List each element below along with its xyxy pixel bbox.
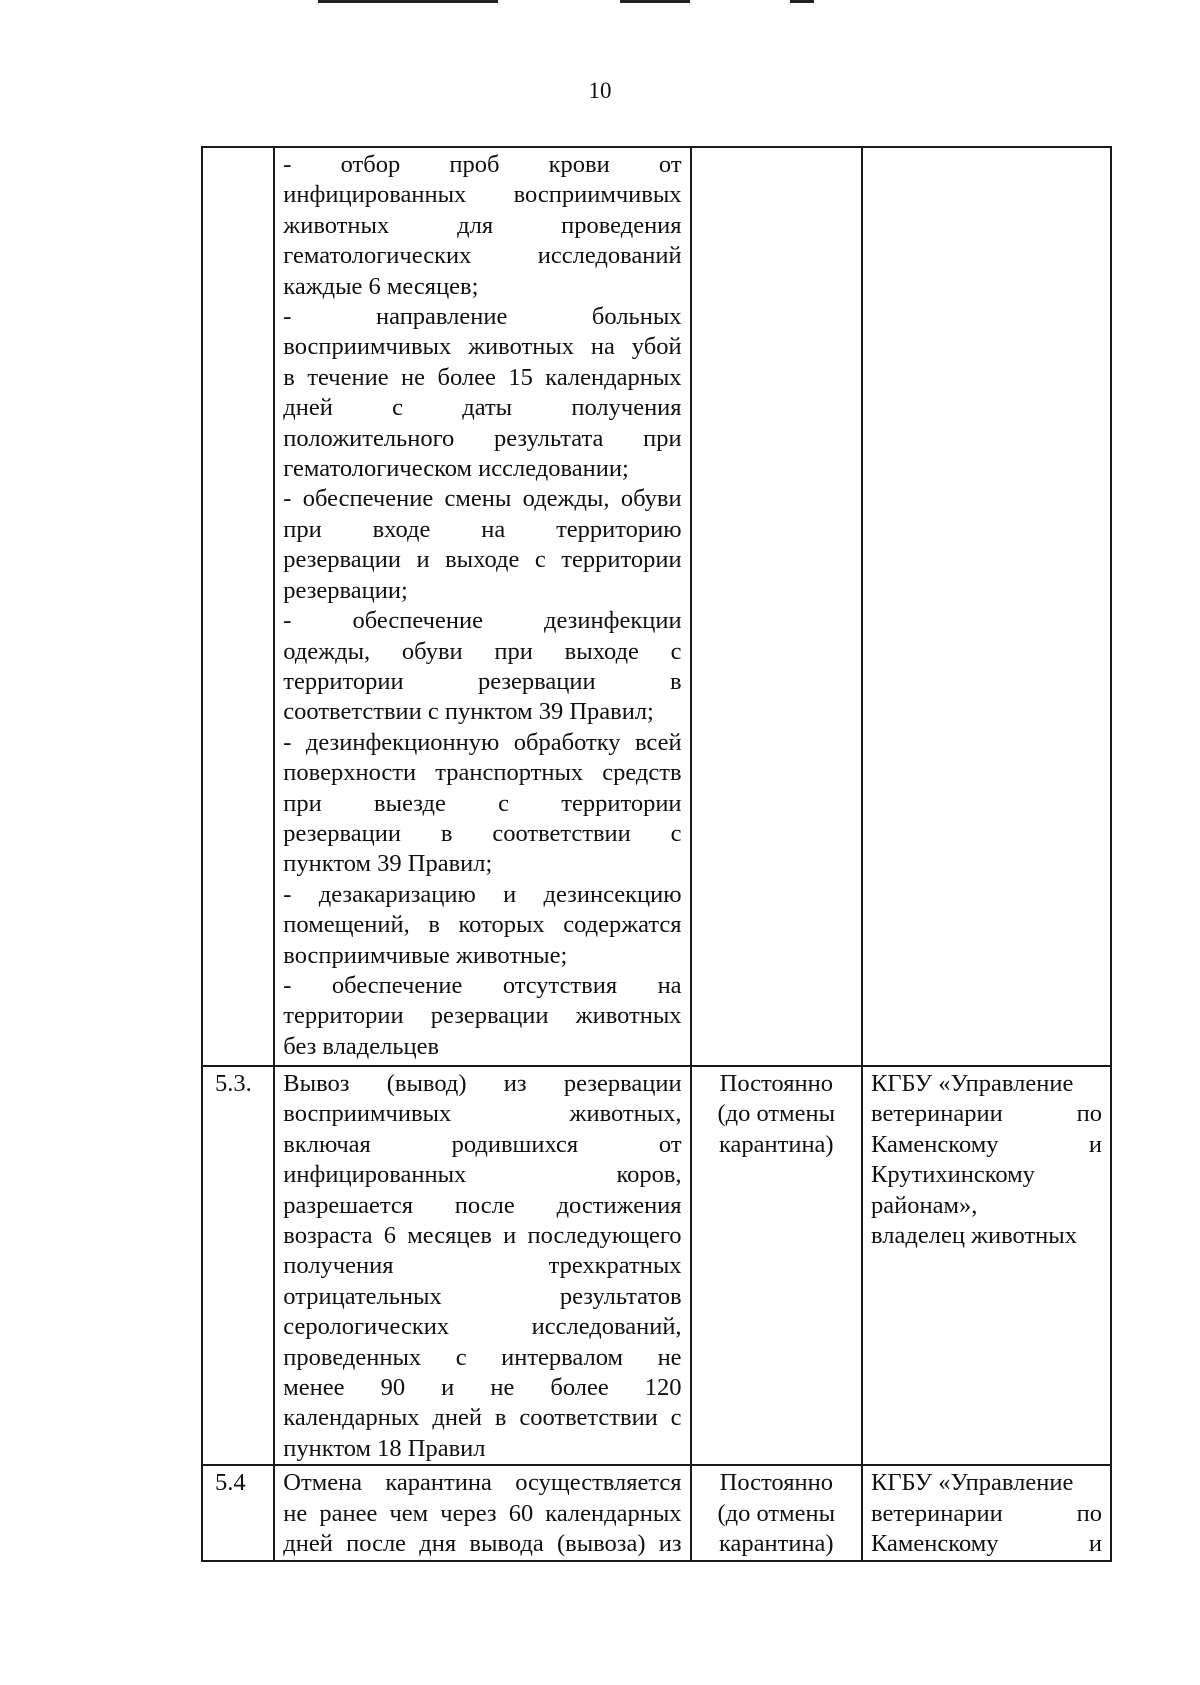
row-number-cell: 5.3. — [202, 1066, 274, 1465]
description-line: дней после дня вывода (вывоза) из — [283, 1530, 682, 1558]
description-line: соответствии с пунктом 39 Правил; — [283, 698, 654, 726]
measure-description-cell — [274, 1066, 690, 1465]
measures-table — [201, 146, 1112, 1562]
responsible-line: владелец животных — [871, 1222, 1077, 1250]
table-row-5-3 — [202, 1066, 1111, 1465]
description-line: гематологических исследований — [283, 242, 682, 270]
description-line: территории резервации в — [283, 667, 682, 695]
description-line: при выезде с территории — [283, 789, 682, 817]
description-line: без владельцев — [283, 1032, 440, 1060]
description-line: - обеспечение отсутствия на — [283, 971, 682, 999]
responsible-line: районам», — [871, 1191, 978, 1219]
description-line: резервации в соответствии с — [283, 819, 682, 847]
description-line: не ранее чем через 60 календарных — [283, 1499, 682, 1527]
description-line: помещений, в которых содержатся — [283, 911, 682, 939]
description-line: резервации; — [283, 576, 408, 604]
description-line: гематологическом исследовании; — [283, 455, 629, 483]
responsible-line: Каменскому и — [871, 1530, 1102, 1558]
term-cell — [691, 1465, 862, 1560]
description-line: Вывоз (вывод) из резервации — [283, 1070, 682, 1097]
responsible-line: Крутихинскому — [871, 1161, 1035, 1189]
description-line: - отбор проб крови от — [283, 151, 682, 178]
description-line: получения трехкратных — [283, 1252, 682, 1280]
description-line: поверхности транспортных средств — [283, 759, 682, 787]
term-cell — [691, 147, 862, 1066]
description-line: Отмена карантина осуществляется — [283, 1469, 682, 1497]
description-line: календарных дней в соответствии с — [283, 1404, 682, 1432]
description-line: восприимчивые животные; — [283, 941, 568, 969]
description-line: возраста 6 месяцев и последующего — [283, 1222, 682, 1250]
term-line: карантина) — [718, 1130, 834, 1158]
row-number-cell — [202, 147, 274, 1066]
term-cell — [691, 1066, 862, 1465]
description-line: менее 90 и не более 120 — [283, 1374, 682, 1402]
responsible-line: ветеринарии по — [871, 1100, 1102, 1128]
measure-description-cell — [274, 1465, 690, 1560]
term-line: Постоянно — [719, 1469, 833, 1497]
description-line: животных для проведения — [283, 211, 682, 239]
description-line: проведенных с интервалом не — [283, 1343, 682, 1371]
term-line: карантина) — [718, 1530, 834, 1558]
description-line: - дезинфекционную обработку всей — [283, 728, 682, 756]
description-line: разрешается после достижения — [283, 1191, 682, 1219]
table-row-continuation — [202, 147, 1111, 1066]
responsible-line: КГБУ «Управление — [871, 1469, 1074, 1497]
description-line: в течение не более 15 календарных — [283, 363, 682, 391]
description-line: одежды, обуви при выходе с — [283, 637, 682, 665]
description-line: восприимчивых животных на убой — [283, 333, 682, 361]
responsible-cell — [862, 1465, 1111, 1560]
top-edge-marks — [0, 0, 1200, 6]
responsible-line: КГБУ «Управление — [871, 1070, 1074, 1097]
description-line: положительного результата при — [283, 424, 682, 452]
row-number-cell: 5.4 — [202, 1465, 274, 1560]
term-line: (до отмены — [717, 1100, 836, 1128]
description-line: территории резервации животных — [283, 1002, 682, 1030]
description-line: при входе на территорию — [283, 515, 682, 543]
description-line: - направление больных — [283, 303, 682, 331]
responsible-line: ветеринарии по — [871, 1499, 1102, 1527]
term-line: (до отмены — [717, 1499, 836, 1527]
description-line: инфицированных коров, — [283, 1161, 682, 1189]
description-line: включая родившихся от — [283, 1130, 682, 1158]
description-line: - обеспечение дезинфекции — [283, 607, 682, 635]
description-line: пунктом 18 Правил — [283, 1434, 486, 1462]
description-line: пунктом 39 Правил; — [283, 850, 493, 878]
responsible-cell — [862, 147, 1111, 1066]
description-line: инфицированных восприимчивых — [283, 181, 682, 209]
description-line: серологических исследований, — [283, 1313, 682, 1341]
description-line: - обеспечение смены одежды, обуви — [283, 485, 682, 513]
page-number: 10 — [588, 78, 612, 103]
responsible-cell — [862, 1066, 1111, 1465]
description-line: отрицательных результатов — [283, 1282, 682, 1310]
description-line: дней с даты получения — [283, 394, 682, 422]
description-line: восприимчивых животных, — [283, 1100, 682, 1128]
table-row-5-4 — [202, 1465, 1111, 1560]
responsible-line: Каменскому и — [871, 1130, 1102, 1158]
term-line: Постоянно — [719, 1070, 833, 1097]
description-line: каждые 6 месяцев; — [283, 272, 479, 300]
description-line: - дезакаризацию и дезинсекцию — [283, 880, 682, 908]
description-line: резервации и выходе с территории — [283, 546, 682, 574]
measure-description-cell — [274, 147, 690, 1066]
